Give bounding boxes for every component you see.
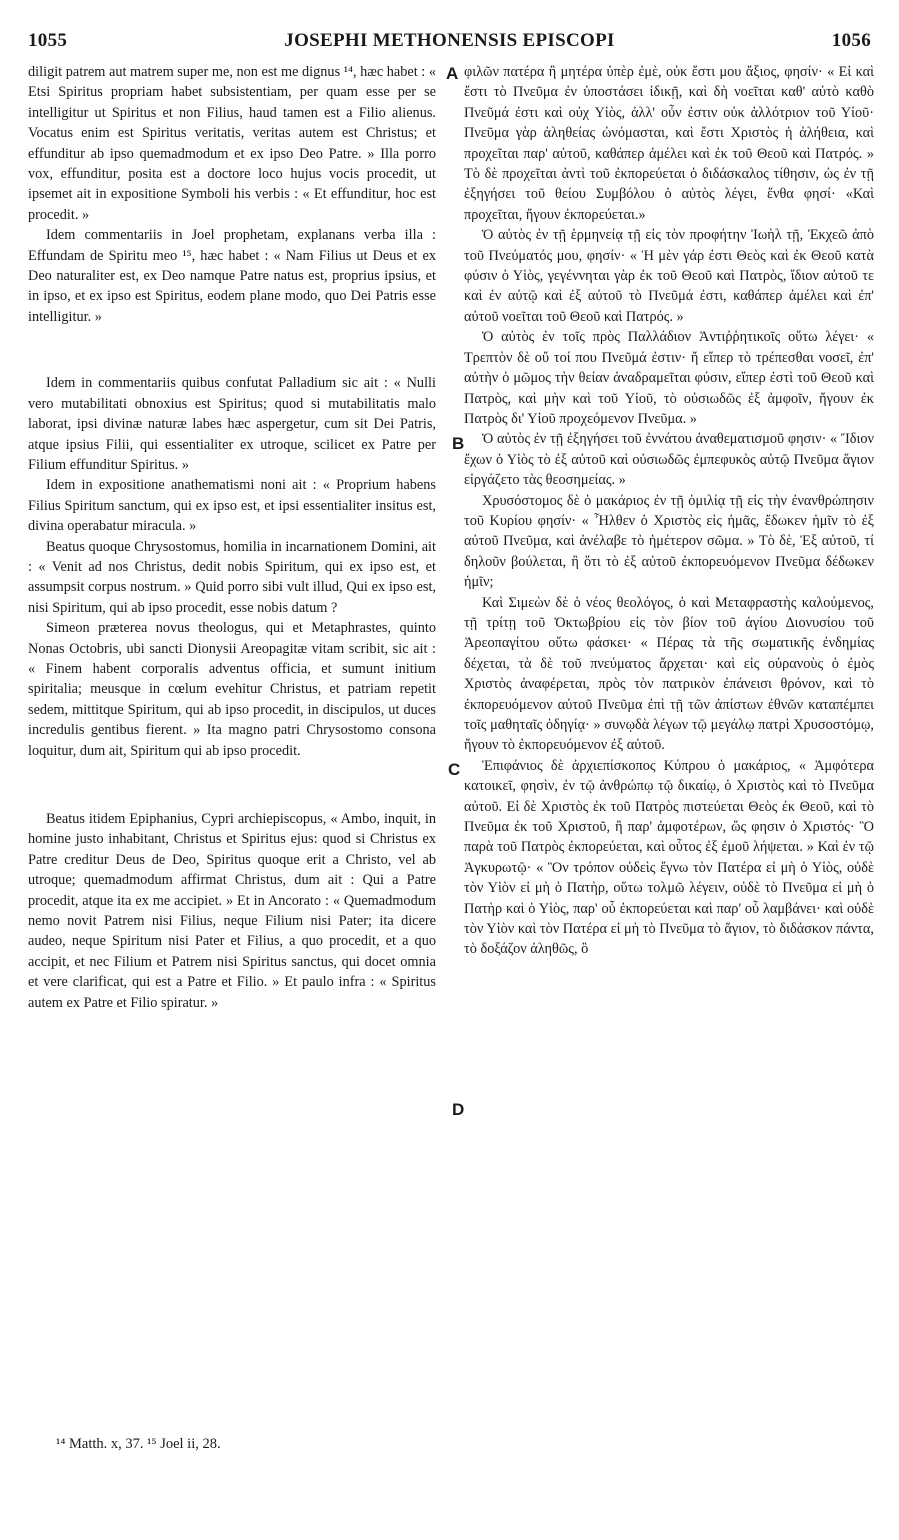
section-marker-a: A	[446, 64, 459, 83]
greek-paragraph: Καὶ Σιμεὼν δὲ ὁ νέος θεολόγος, ὁ καὶ Μεταφραστὴς καλούμενος, τῇ τρίτῃ τοῦ Ὀκτωβρίου εἰς τὸν βίον τοῦ ἁγίου Διονυσίου τοῦ Ἀρεοπαγίτου οὕτω φάσκει· « Πέρας τὰ τῆς σωματικῆς ἐνδημίας δέχεται, τὰ δὲ τοῦ πνεύματος ἄρχεται· καὶ εἰς οὐρανοὺς ὁ ἐμὸς Χριστὸς ἀναφέρεται, πρὸς τὸν πατρικὸν ἐπάνεισι θρόνον, καὶ τὸ ἐκπορευόμενον αὐτοῦ Πνεῦμα ἐπὶ τῇ τῶν ἀπίστων ἐθνῶν καταπέμπει τοῖς μαθηταῖς ὁδηγίᾳ· » συνῳδὰ λέγων τῷ μεγάλῳ πατρὶ Χρυσοστόμῳ, ἤγουν τὸ ἐκπορευόμενον ἐξ αὐτοῦ.	[464, 594, 874, 754]
section-marker-b: B	[452, 434, 465, 453]
latin-column	[28, 62, 436, 1013]
latin-paragraph: diligit patrem aut matrem super me, non est me dignus ¹⁴, hæc habet : « Etsi Spiritus propriam habet subsistentiam, per quam esse per se intelligitur ut Spiritus et non Filius, haud tamen est a Filio alienus. Vocatus enim est Spiritus veritatis, veritas autem est Christus; et effunditur ab ipso quemadmodum et ex ipso Deo Patre. » Illa porro vox, effunditur, posita est a doctore loco hujus vocis procedit, ut ipsemet ait in expositione Symboli his verbis : « Et effunditur, hoc est procedit. »	[28, 64, 436, 223]
running-title: JOSEPHI METHONENSIS EPISCOPI	[284, 30, 615, 51]
greek-paragraph: φιλῶν πατέρα ἢ μητέρα ὑπὲρ ἐμὲ, οὐκ ἔστι μου ἄξιος, φησίν· « Εἰ καὶ ἔστι τὸ Πνεῦμα ἐν ὑποστάσει ἰδικῇ, καὶ δὴ νοεῖται καθ' αὐτὸ καθὸ Πνεῦμά ἐστι καὶ οὐχ Υἱὸς, ἀλλ' οὖν ἐστιν οὐκ ἀλλότριον τοῦ Υἱοῦ· Πνεῦμα γὰρ ἀληθείας ὠνόμασται, καὶ ἔστι Χριστὸς ἡ ἀλήθεια, καὶ προχεῖται παρ' αὐτοῦ, καθάπερ ἀμέλει καὶ ἐκ τοῦ Θεοῦ καὶ Πατρός. » Τὸ δὲ προχεῖται ἀντὶ τοῦ ἐκπορεύεται ὁ διδάσκαλος τίθησιν, ὡς ἐν τῇ ἐξηγήσει τοῦ θείου Συμβόλου ὁ αὐτὸς λέγει, ἔνθα φησί· «Καὶ προχεῖται, ἤγουν ἐκπορεύεται.»	[464, 64, 874, 223]
greek-paragraph: Ὁ αὐτὸς ἐν τῇ ἑρμηνείᾳ τῇ εἰς τὸν προφήτην Ἰωὴλ τῇ, Ἐκχεῶ ἀπὸ τοῦ Πνεύματός μου, φησίν· « Ἡ μὲν γάρ ἐστι Θεὸς καὶ ἐκ Θεοῦ κατὰ φύσιν ὁ Υἱὸς, γεγέννηται γὰρ ἐκ τοῦ Θεοῦ καὶ Πατρὸς, ἴδιον αὐτοῦ τε καὶ ἐν αὐτῷ καὶ ἐξ αὐτοῦ τὸ Πνεῦμά ἐστι, καθάπερ ἀμέλει καὶ ἐπ' αὐτοῦ νοεῖται τοῦ Θεοῦ καὶ Πατρός. »	[464, 227, 874, 325]
greek-paragraph: Ὁ αὐτὸς ἐν τοῖς πρὸς Παλλάδιον Ἀντιῤῥητικοῖς οὕτω λέγει· « Τρεπτὸν δὲ οὔ τοί που Πνεῦμά ἐστιν· ἤ εἴπερ τὸ τρέπεσθαι νοσεῖ, ἐπ' αὐτὴν ὁ μῶμος τὴν θείαν ἀναδραμεῖται φύσιν, εἴπερ ἐστὶ τοῦ Θεοῦ καὶ Πατρὸς, καὶ μὴν καὶ τοῦ Υἱοῦ, τὸ οὐσιωδῶς ἐξ ἀμφοῖν, ἤγουν ἐκ Πατρὸς δι' Υἱοῦ προχεόμενον Πνεῦμα. »	[464, 329, 874, 427]
page-header	[28, 30, 871, 58]
latin-paragraph: Idem in commentariis quibus confutat Palladium sic ait : « Nulli vero mutabilitati obnoxius est Spiritus; quod si mutabilitatis malo laborat, ipsi divinæ naturæ labes hæc aspergetur, cum sit Dei Patris, atque ipsius Filii, qui essentialiter ex utroque, scilicet ex Patre per Filium effunditur Spiritus. »	[28, 375, 436, 473]
greek-column	[464, 62, 874, 960]
section-marker-c: C	[448, 760, 461, 779]
latin-paragraph: Idem commentariis in Joel prophetam, explanans verba illa : Effundam de Spiritu meo ¹⁵, hæc habet : « Nam Filius ut Deus et ex Deo naturaliter est, ex Deo namque Patre natus est, proprius ipsius, et in ipso, et ex ipso est Spiritus, eodem plane modo, quo Dei Patris esse intelligitur. »	[28, 227, 436, 325]
latin-paragraph: Beatus quoque Chrysostomus, homilia in incarnationem Domini, ait : « Venit ad nos Christus, dedit nobis Spiritum, qui ex ipso est, et assumpsit corpus nostrum. » Quid porro sibi vult illud, Qui ex ipso est, nisi Spiritum, qui ab ipso procedit, esse nobis datum ?	[28, 538, 436, 616]
greek-paragraph: Ἐπιφάνιος δὲ ἀρχιεπίσκοπος Κύπρου ὁ μακάριος, « Ἀμφότερα κατοικεῖ, φησὶν, ἐν τῷ ἀνθρώπῳ τῷ δικαίῳ, ὁ Χριστὸς καὶ τὸ Πνεῦμα αὐτοῦ. Εἰ δὲ Χριστὸς ἐκ τοῦ Πατρὸς πιστεύεται Θεὸς ἐκ Θεοῦ, καὶ τὸ Πνεῦμα ἐκ τοῦ Χριστοῦ, ἢ παρ' ἀμφοτέρων, ὥς φησιν ὁ Χριστός· Ὃ παρὰ τοῦ Πατρὸς ἐκπορεύεται, καὶ οὗτος ἐξ ἐμοῦ λήψεται. » Καὶ ἐν τῷ Ἀγκυρωτῷ· « Ὃν τρόπον οὐδεὶς ἔγνω τὸν Πατέρα εἰ μὴ ὁ Υἱὸς, οὐδὲ τὸν Υἱὸν εἰ μὴ ὁ Πατὴρ, οὕτω τολμῶ λέγειν, οὐδὲ τὸ Πνεῦμα εἰ μὴ ὁ Πατὴρ καὶ ὁ Υἱὸς, παρ' οὗ ἐκπορεύεται καὶ παρ' οὗ λαμβάνει· καὶ οὐδὲ τὸν Υἱὸν καὶ τὸν Πατέρα εἰ μὴ τὸ Πνεῦμα τὸ ἅγιον, τὸ διδάσκον πάντα, τὸ δοξάζον ἀληθῶς, ὃ	[464, 757, 874, 958]
latin-paragraph: Simeon præterea novus theologus, qui et Metaphrastes, quinto Nonas Octobris, ubi sancti Dionysii Areopagitæ vitam scribit, sic ait : « Finem habent corporalis adventus officia, et sumunt initium spiritalia; meusque in cœlum evehitur Christus, et patriam repetit sedem, mittitque Spiritum, qui ab ipso procedit, in discipulos, ut duces incredulis gentibus fierent. » Ita magno patri Chrysostomo consona loquitur, dum ait, Spiritum qui ab ipso procedit.	[28, 620, 436, 759]
left-page-number: 1055	[28, 30, 68, 51]
right-page-number: 1056	[831, 30, 871, 51]
latin-paragraph: Idem in expositione anathematismi noni ait : « Proprium habens Filius Spiritum sanctum, qui ex ipso est, et ipsi essentialiter insitus est, divina operabatur miracula. »	[28, 477, 436, 535]
greek-paragraph: Χρυσόστομος δὲ ὁ μακάριος ἐν τῇ ὁμιλίᾳ τῇ εἰς τὴν ἐνανθρώπησιν τοῦ Κυρίου φησίν· « Ἦλθεν ὁ Χριστὸς εἰς ἡμᾶς, ἔδωκεν ἡμῖν τὸ ἐξ αὐτοῦ Πνεῦμα, καὶ ἀνέλαβε τὸ ἡμέτερον σῶμα. » Τὸ δὲ, Ἐξ αὐτοῦ, τί δηλοῦν βούλεται, ἢ ὅτι τὸ ἐξ αὐτοῦ ἐκπορευόμενον Πνεῦμα δέδωκεν ἡμῖν;	[464, 492, 874, 591]
section-marker-d: D	[452, 1100, 465, 1119]
latin-paragraph: Beatus itidem Epiphanius, Cypri archiepiscopus, « Ambo, inquit, in homine justo inhabitant, Christus et Spiritus ejus: quod si Christus ex Patre creditur Deus de Deo, Spiritus quoque erit a Christo, vel ab utroque; quemadmodum affirmat Christus, dum ait : Qui a Patre procedit, atque ita ex me accipiet. » Et in Ancorato : « Quemadmodum nemo novit Patrem nisi Filius, neque Filium nisi Pater; ita dicere audeo, neque Spiritum nisi Pater et Filius, a quo procedit, et a quo accipit, et nec Filium et Patrem nisi Spiritus sanctus, qui docet omnia et vere clarificat, qui est a Patre et Filio. » Et paulo infra : « Spiritus autem ex Patre et Filio spiratur. »	[28, 811, 436, 1011]
greek-paragraph: Ὁ αὐτὸς ἐν τῇ ἐξηγήσει τοῦ ἐννάτου ἀναθεματισμοῦ φησιν· « Ἴδιον ἔχων ὁ Υἱὸς τὸ ἐξ αὐτοῦ καὶ οὐσιωδῶς ἐμπεφυκὸς αὐτῷ Πνεῦμα ἅγιον εἰργάζετο τὰς θεοσημείας. »	[464, 431, 874, 489]
footnotes: ¹⁴ Matth. x, 37. ¹⁵ Joel ii, 28.	[56, 1436, 221, 1452]
